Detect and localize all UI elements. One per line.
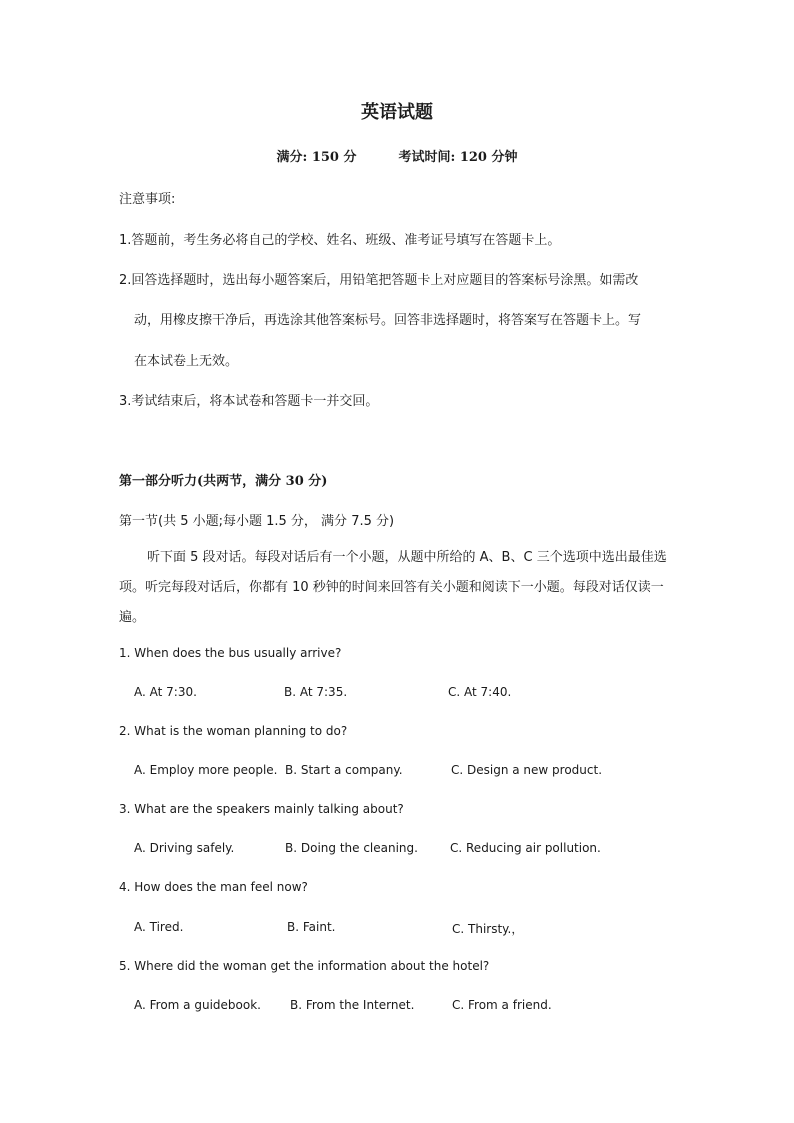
part1-heading: 第一部分听力(共两节，满分 30 分): [119, 474, 328, 489]
option-b: B. Faint.: [287, 920, 336, 934]
question-stem: 3. What are the speakers mainly talking about?: [119, 802, 404, 816]
option-b: B. Doing the cleaning.: [285, 841, 418, 855]
option-c: C. Reducing air pollution.: [450, 841, 601, 855]
option-c: C. From a friend.: [452, 998, 552, 1012]
section1-heading: 第一节(共 5 小题;每小题 1.5 分， 满分 7.5 分): [119, 514, 395, 529]
exam-info: [0, 146, 794, 165]
option-b: B. Start a company.: [285, 763, 403, 777]
question-stem: 1. When does the bus usually arrive?: [119, 646, 342, 660]
option-a: A. From a guidebook.: [134, 998, 261, 1012]
option-c: C. Thirsty.，: [452, 922, 524, 936]
option-a: A. Employ more people.: [134, 763, 278, 777]
option-c: C. Design a new product.: [451, 763, 603, 777]
option-a: A. At 7:30.: [134, 685, 197, 699]
notes-heading: 注意事项:: [119, 192, 176, 207]
option-b: B. From the Internet.: [290, 998, 415, 1012]
note-item-2-line-1: 2.回答选择题时，选出每小题答案后，用铅笔把答题卡上对应题目的答案标号涂黑。如需改: [119, 273, 639, 288]
note-item-3: 3.考试结束后，将本试卷和答题卡一并交回。: [119, 394, 379, 409]
full-score: 满分: 150 分: [276, 150, 357, 165]
question-stem: 5. Where did the woman get the information about the hotel?: [119, 959, 490, 973]
option-c: C. At 7:40.: [448, 685, 512, 699]
option-a: A. Tired.: [134, 920, 184, 934]
note-item-1: 1.答题前，考生务必将自己的学校、姓名、班级、准考证号填写在答题卡上。: [119, 233, 561, 248]
question-stem: 2. What is the woman planning to do?: [119, 724, 348, 738]
question-stem: 4. How does the man feel now?: [119, 880, 308, 894]
note-item-2-line-3: 在本试卷上无效。: [134, 354, 239, 369]
option-a: A. Driving safely.: [134, 841, 235, 855]
listening-instructions: 听下面 5 段对话。每段对话后有一个小题，从题中所给的 A、B、C 三个选项中选出最佳选项。听完每段对话后，你都有 10 秒钟的时间来回答有关小题和阅读下一小题。每段对话仅读一遍。: [119, 550, 667, 625]
time-limit: 考试时间: 120 分钟: [398, 150, 518, 165]
page-title: 英语试题: [361, 102, 433, 123]
note-item-2-line-2: 动，用橡皮擦干净后，再选涂其他答案标号。回答非选择题时，将答案写在答题卡上。写: [134, 313, 642, 328]
option-b: B. At 7:35.: [284, 685, 348, 699]
